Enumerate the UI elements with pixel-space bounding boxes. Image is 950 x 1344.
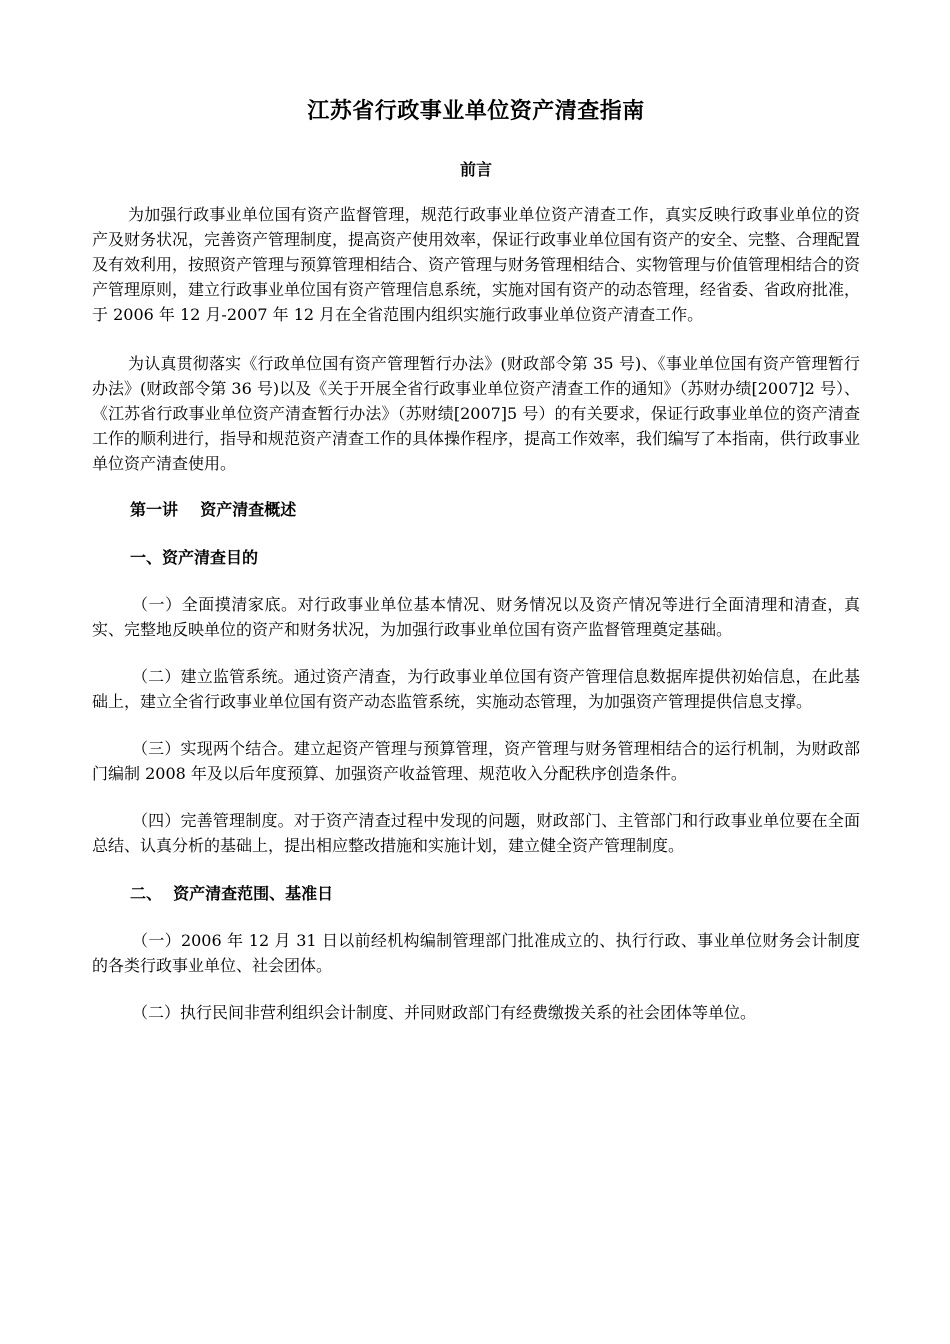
preface-heading: 前言 [459,160,492,179]
scope-item-2: （二）执行民间非营利组织会计制度、并同财政部门有经费缴拨关系的社会团体等单位。 [132,1003,757,1022]
purpose-item-3: （三）实现两个结合。建立起资产管理与预算管理，资产管理与财务管理相结合的运行机制，为财政部门编制 2008 年及以后年度预算、加强资产收益管理、规范收入分配秩序创造条件。 [92,739,860,783]
document-page [92,92,860,1025]
scope-item-1: （一）2006 年 12 月 31 日以前经机构编制管理部门批准成立的、执行行政、事业单位财务会计制度的各类行政事业单位、社会团体。 [92,931,860,975]
document-title: 江苏省行政事业单位资产清查指南 [307,99,645,124]
lecture-heading: 第一讲 资产清查概述 [130,500,297,519]
purpose-item-1: （一）全面摸清家底。对行政事业单位基本情况、财务情况以及资产情况等进行全面清理和清查，真实、完整地反映单位的资产和财务状况，为加强行政事业单位国有资产监督管理奠定基础。 [92,595,860,639]
section-heading-scope: 二、 资产清查范围、基准日 [130,884,334,903]
section-heading-purpose: 一、资产清查目的 [130,548,259,567]
purpose-item-4: （四）完善管理制度。对于资产清查过程中发现的问题，财政部门、主管部门和行政事业单位要在全面总结、认真分析的基础上，提出相应整改措施和实施计划，建立健全资产管理制度。 [92,811,860,855]
preface-paragraph-1: 为加强行政事业单位国有资产监督管理，规范行政事业单位资产清查工作，真实反映行政事业单位的资产及财务状况，完善资产管理制度，提高资产使用效率，保证行政事业单位国有资产的安全、完整、合理配置及有效利用，按照资产管理与预算管理相结合、资产管理与财务管理相结合、实物管理与价值管理相结合的资产管理原则，建立行政事业单位国有资产管理信息系统，实施对国有资产的动态管理，经省委、省政府批准，于 2006 年 12 月-2007 年 12 月在全省范围内组织实施行政事业单位资产清查工作。 [92,205,861,324]
preface-paragraph-2: 为认真贯彻落实《行政单位国有资产管理暂行办法》(财政部令第 35 号)、《事业单位国有资产管理暂行办法》(财政部令第 36 号)以及《关于开展全省行政事业单位资产清查工作的通知》（苏财办绩[2007]2 号）、《江苏省行政事业单位资产清查暂行办法》（苏财绩[2007]5 号）的有关要求，保证行政事业单位的资产清查工作的顺利进行，指导和规范资产清查工作的具体操作程序，提高工作效率，我们编写了本指南，供行政事业单位资产清查使用。 [92,354,861,473]
purpose-item-2: （二）建立监管系统。通过资产清查，为行政事业单位国有资产管理信息数据库提供初始信息，在此基础上，建立全省行政事业单位国有资产动态监管系统，实施动态管理，为加强资产管理提供信息支撑。 [92,667,860,711]
